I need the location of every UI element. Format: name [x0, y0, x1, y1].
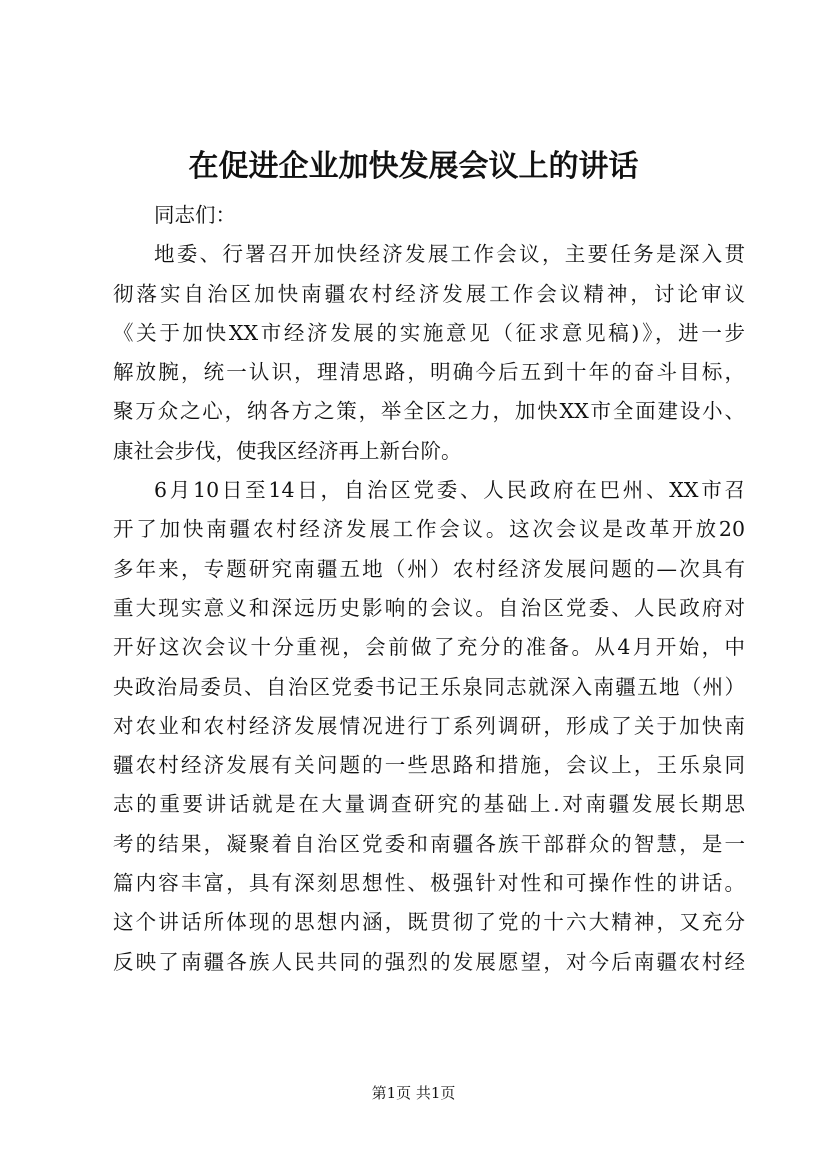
paragraph-line: 6月10日至14日，自治区党委、人民政府在巴州、XX市召 — [154, 478, 745, 503]
paragraph-line: 考的结果，凝聚着自治区党委和南疆各族干部群众的智慧，是一 — [113, 831, 745, 856]
paragraph-line: 疆农村经济发展有关问题的一些思路和措施，会议上，王乐泉同 — [113, 753, 745, 778]
paragraph-line: 多年来，专题研究南疆五地（州）农村经济发展问题的—次具有 — [113, 556, 745, 581]
paragraph-line: 康社会步伐，使我区经济再上新台阶。 — [113, 438, 462, 463]
salutation-line: 同志们： — [154, 203, 236, 227]
page-footer: 第1页 共1页 — [371, 1084, 456, 1102]
paragraph-line: 地委、行署召开加快经济发展工作会议，主要任务是深入贯 — [154, 242, 745, 267]
paragraph-line: 开好这次会议十分重视，会前做了充分的准备。从4月开始，中 — [113, 635, 745, 660]
paragraph-line: 这个讲话所体现的思想内涵，既贯彻了党的十六大精神，又充分 — [113, 910, 745, 935]
document-title: 在促进企业加快发展会议上的讲话 — [188, 149, 639, 184]
paragraph-line: 《关于加快XX市经济发展的实施意见（征求意见稿)》，进一步 — [113, 320, 745, 345]
paragraph-line: 聚万众之心，纳各方之策，举全区之力，加快XX市全面建设小、 — [113, 399, 745, 424]
paragraph-line: 央政治局委员、自治区党委书记王乐泉同志就深入南疆五地（州） — [113, 674, 745, 699]
paragraph-line: 志的重要讲话就是在大量调查研究的基础上.对南疆发展长期思 — [113, 792, 745, 817]
document-body — [113, 196, 745, 982]
paragraph-line: 彻落实自治区加快南疆农村经济发展工作会议精神，讨论审议 — [113, 281, 745, 306]
paragraph-line: 重大现实意义和深远历史影响的会议。自治区党委、人民政府对 — [113, 595, 745, 620]
paragraph-line: 反映了南疆各族人民共同的强烈的发展愿望，对今后南疆农村经 — [113, 949, 745, 974]
paragraph-line: 解放腕，统一认识，理清思路，明确今后五到十年的奋斗目标， — [113, 360, 745, 385]
paragraph-line: 篇内容丰富，具有深刻思想性、极强针对性和可操作性的讲话。 — [113, 871, 745, 896]
paragraph-line: 开了加快南疆农村经济发展工作会议。这次会议是改革开放20 — [113, 517, 745, 542]
paragraph-line: 对农业和农村经济发展情况进行丁系列调研，形成了关于加快南 — [113, 713, 745, 738]
